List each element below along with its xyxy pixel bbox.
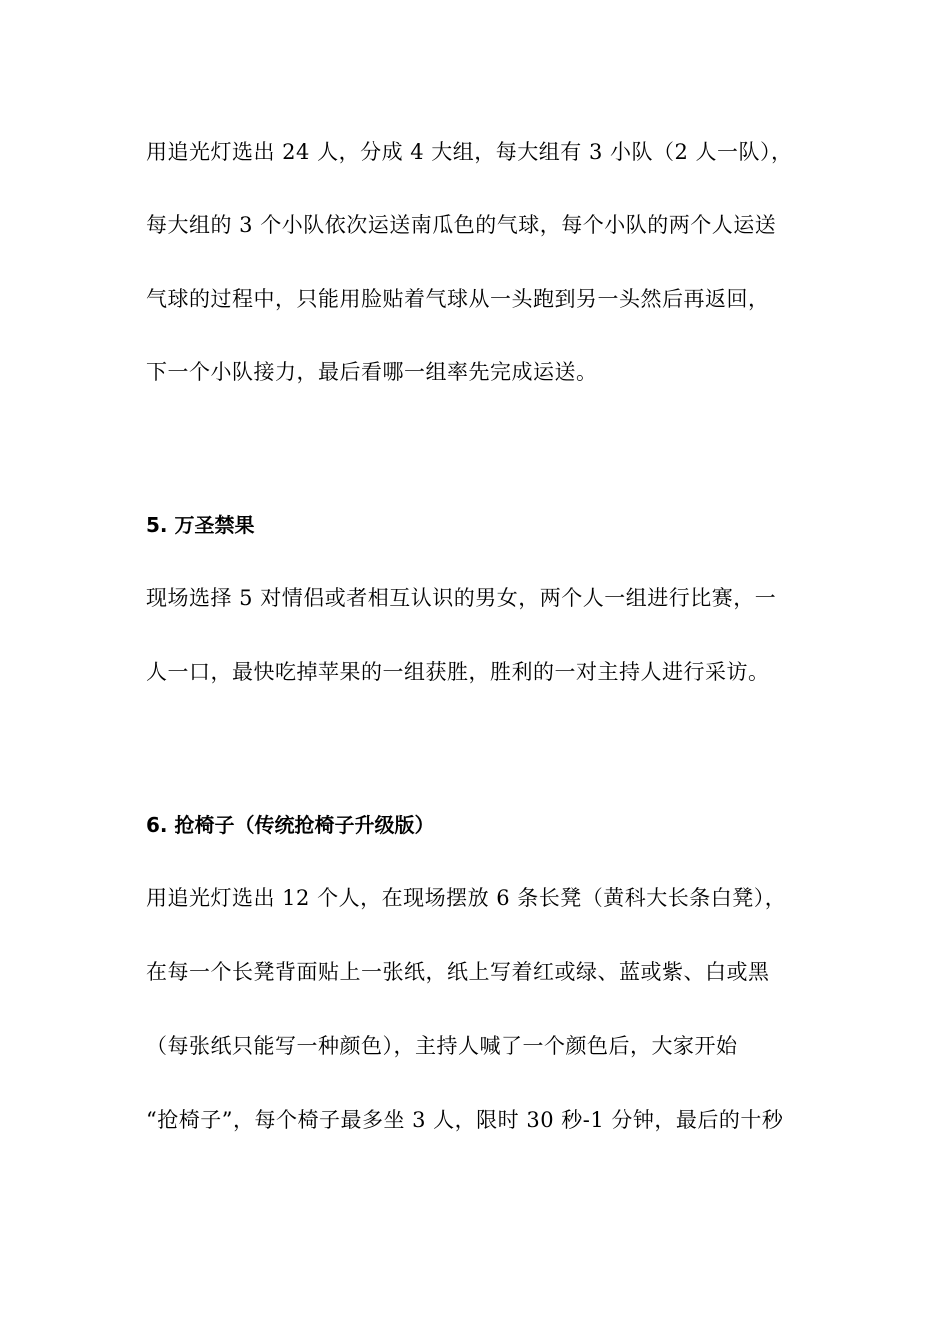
paragraph-line: 人一口，最快吃掉苹果的一组获胜，胜利的一对主持人进行采访。 — [146, 660, 770, 684]
paragraph-line: 在每一个长凳背面贴上一张纸，纸上写着红或绿、蓝或紫、白或黑 — [146, 960, 770, 984]
paragraph-line: “抢椅子”，每个椅子最多坐 3 人，限时 30 秒-1 分钟，最后的十秒 — [146, 1108, 784, 1132]
paragraph-line: 现场选择 5 对情侣或者相互认识的男女，两个人一组进行比赛，一 — [146, 586, 777, 610]
paragraph-line: 气球的过程中，只能用脸贴着气球从一头跑到另一头然后再返回， — [146, 287, 770, 311]
section-heading-6: 6. 抢椅子（传统抢椅子升级版） — [146, 813, 435, 837]
paragraph-line: 下一个小队接力，最后看哪一组率先完成运送。 — [146, 360, 598, 384]
paragraph-line: 用追光灯选出 24 人，分成 4 大组，每大组有 3 小队（2 人一队）， — [146, 140, 793, 164]
paragraph-line: 每大组的 3 个小队依次运送南瓜色的气球，每个小队的两个人运送 — [146, 213, 777, 237]
paragraph-line: （每张纸只能写一种颜色），主持人喊了一个颜色后，大家开始 — [146, 1034, 738, 1058]
section-heading-5: 5. 万圣禁果 — [146, 513, 255, 537]
paragraph-line: 用追光灯选出 12 个人，在现场摆放 6 条长凳（黄科大长条白凳）， — [146, 886, 787, 910]
